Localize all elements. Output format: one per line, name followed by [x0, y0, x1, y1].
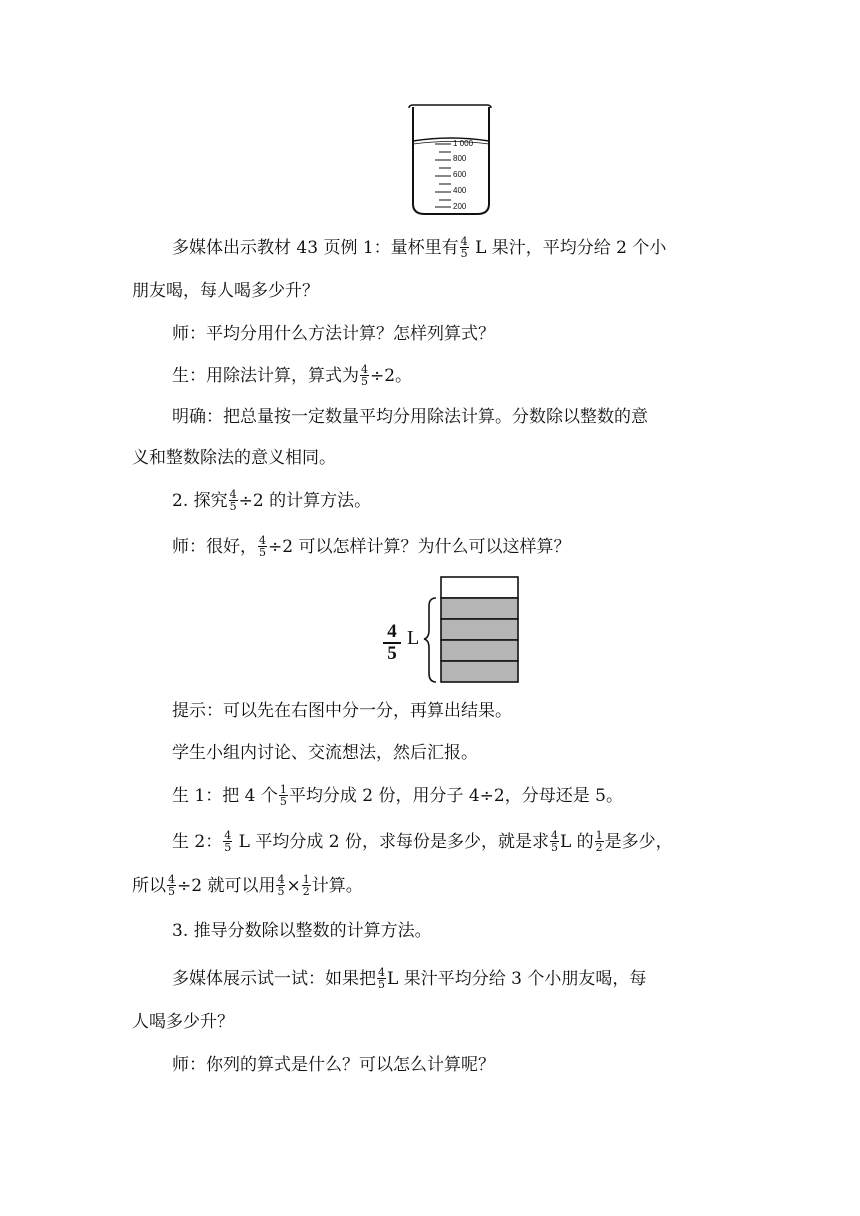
fraction-bar-figure — [380, 576, 520, 686]
fraction: $\frac{4}{5}$ — [224, 829, 232, 854]
para-example1-line1: 多媒体出示教材 43 页例 1：量杯里有 $\frac{4}{5}$ L 果汁，平均分给 2 个小 — [172, 235, 667, 260]
para-student-answer: 生：用除法计算，算式为 $\frac{4}{5}$ ÷2。 — [172, 363, 413, 388]
beaker-mark-600: 600 — [453, 170, 467, 179]
para-teacher-how: 师：很好， $\frac{4}{5}$ ÷2 可以怎样计算？为什么可以这样算？ — [172, 534, 571, 559]
para-student1: 生 1：把 4 个 $\frac{1}{5}$ 平均分成 2 份，用分子 4÷2，分母还是 5。 — [172, 783, 623, 808]
para-discussion: 学生小组内讨论、交流想法，然后汇报。 — [172, 743, 478, 763]
fraction: $\frac{4}{5}$ — [361, 363, 368, 388]
fraction: $\frac{1}{2}$ — [595, 829, 603, 854]
fraction: $\frac{4}{5}$ — [378, 966, 385, 991]
para-hint: 提示：可以先在右图中分一分，再算出结果。 — [172, 701, 512, 721]
fraction: $\frac{4}{5}$ — [229, 488, 237, 513]
para-student2-line2: 所以 $\frac{4}{5}$ ÷2 就可以用 $\frac{4}{5}$ × $\frac{1}{2}$ 计算。 — [132, 873, 363, 898]
section-heading-explore: 2. 探究 $\frac{4}{5}$ ÷2 的计算方法。 — [172, 488, 372, 513]
para-clarify-line1: 明确：把总量按一定数量平均分用除法计算。分数除以整数的意 — [172, 407, 648, 427]
unit-label: L — [407, 627, 420, 649]
bar-part-shaded — [441, 598, 518, 619]
para-student2-line1: 生 2： $\frac{4}{5}$ L 平均分成 2 份，求每份是多少，就是求 $\frac{4}{5}$ L 的 $\frac{1}{2}$ 是多少， — [172, 829, 673, 854]
para-teacher-question: 师：平均分用什么方法计算？怎样列算式？ — [172, 324, 495, 344]
bar-part-empty — [441, 577, 518, 598]
para-clarify-line2: 义和整数除法的意义相同。 — [132, 448, 336, 468]
para-try-line2: 人喝多少升？ — [132, 1012, 234, 1032]
beaker-figure — [405, 104, 495, 216]
fraction: $\frac{4}{5}$ — [168, 873, 175, 898]
para-teacher-final: 师：你列的算式是什么？可以怎么计算呢？ — [172, 1055, 495, 1075]
fraction-label: 4 5 — [380, 622, 404, 664]
beaker-mark-800: 800 — [453, 154, 467, 163]
fraction: $\frac{4}{5}$ — [277, 873, 285, 898]
para-try-line1: 多媒体展示试一试：如果把 $\frac{4}{5}$ L 果汁平均分给 3 个小朋友喝，每 — [172, 966, 647, 991]
bar-part-shaded — [441, 640, 518, 661]
bar-diagram — [422, 576, 520, 686]
fraction: $\frac{4}{5}$ — [259, 534, 266, 559]
fraction: $\frac{4}{5}$ — [460, 235, 468, 260]
para-example1-line2: 朋友喝，每人喝多少升？ — [132, 281, 319, 301]
beaker-mark-200: 200 — [453, 202, 467, 211]
bar-part-shaded — [441, 619, 518, 640]
beaker-mark-400: 400 — [453, 186, 467, 195]
fraction: $\frac{1}{5}$ — [279, 783, 287, 808]
bar-part-shaded — [441, 661, 518, 682]
brace — [424, 598, 436, 682]
fraction: $\frac{4}{5}$ — [550, 829, 558, 854]
beaker-mark-1000: 1 000 — [453, 139, 474, 148]
fraction: $\frac{1}{2}$ — [302, 873, 310, 898]
section-heading-derive: 3. 推导分数除以整数的计算方法。 — [172, 921, 432, 941]
